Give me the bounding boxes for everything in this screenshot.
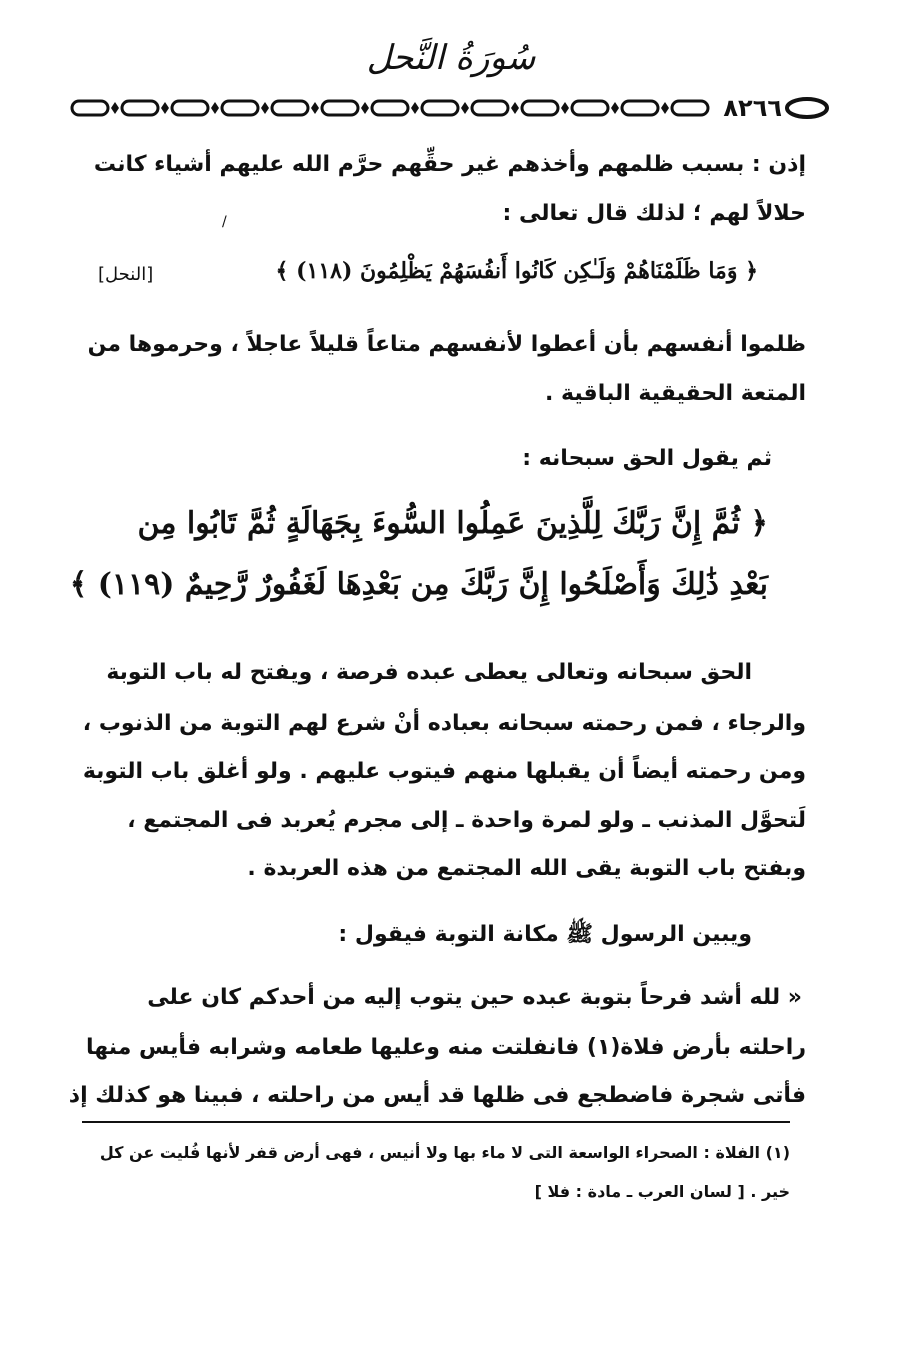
- chain-diamond: [611, 102, 619, 114]
- quran-verse-118: ﴿ وَمَا ظَلَمْنَاهُمْ وَلَـٰكِن كَانُوا أَنفُسَهُمْ يَظْلِمُونَ (١١٨) ﴾: [275, 258, 758, 284]
- ornament-end-knot-icon: [784, 96, 830, 120]
- chain-diamond: [311, 102, 319, 114]
- chain-link: [122, 101, 158, 115]
- chain-link: [72, 101, 108, 115]
- hadith-line: « لله أشد فرحاً بتوبة عبده حين يتوب إليه من أحدكم كان على: [147, 985, 802, 1010]
- chain-diamond: [161, 102, 169, 114]
- surah-title: سُورَةُ النَّحل: [366, 38, 536, 78]
- paragraph-line: إذن : بسبب ظلمهم وأخذهم غير حقِّهم حرَّم الله عليهم أشياء كانت: [93, 152, 806, 177]
- chain-diamond: [511, 102, 519, 114]
- chain-link: [222, 101, 258, 115]
- chain-link: [572, 101, 608, 115]
- quran-verse-119-line: ﴿ ثُمَّ إِنَّ رَبَّكَ لِلَّذِينَ عَمِلُوا السُّوءَ بِجَهَالَةٍ ثُمَّ تَابُوا مِن: [137, 506, 768, 541]
- hadith-line: راحلته بأرض فلاة(١) فانفلتت منه وعليها طعامه وشرابه فأيس منها: [85, 1035, 806, 1060]
- paragraph-line: ومن رحمته أيضاً أن يقبلها منهم فيتوب عليهم . ولو أغلق باب التوبة: [82, 759, 806, 784]
- chain-link: [272, 101, 308, 115]
- chain-diamond: [411, 102, 419, 114]
- page-header-ornament: [68, 92, 830, 124]
- chain-link: [172, 101, 208, 115]
- chain-diamond: [361, 102, 369, 114]
- page-number: ٨٢٦٦: [723, 94, 782, 122]
- paragraph-line: ظلموا أنفسهم بأن أعطوا لأنفسهم متاعاً قليلاً عاجلاً ، وحرموها من: [87, 332, 806, 357]
- chain-link: [322, 101, 358, 115]
- footnote-divider: [82, 1121, 790, 1123]
- chain-link: [472, 101, 508, 115]
- paragraph-line: والرجاء ، فمن رحمته سبحانه بعباده أنْ شرع لهم التوبة من الذنوب ،: [82, 711, 806, 736]
- chain-link: [372, 101, 408, 115]
- stray-mark: /: [222, 214, 227, 230]
- hadith-line: فأتى شجرة فاضطجع فى ظلها قد أيس من راحلته ، فبينا هو كذلك إذ: [68, 1083, 806, 1108]
- chain-link: [522, 101, 558, 115]
- paragraph-line: ثم يقول الحق سبحانه :: [522, 446, 772, 471]
- chain-diamond: [461, 102, 469, 114]
- paragraph-line: حلالاً لهم ؛ لذلك قال تعالى :: [502, 201, 806, 226]
- chain-diamond: [211, 102, 219, 114]
- paragraph-line: المتعة الحقيقية الباقية .: [544, 381, 806, 406]
- chain-link: [672, 101, 708, 115]
- chain-link: [422, 101, 458, 115]
- verse-reference: [النحل]: [98, 264, 154, 285]
- paragraph-line: ويبين الرسول ﷺ مكانة التوبة فيقول :: [338, 922, 752, 947]
- paragraph-line: وبفتح باب التوبة يقى الله المجتمع من هذه العربدة .: [247, 856, 806, 881]
- chain-diamond: [261, 102, 269, 114]
- footnote-line: (١) الفلاة : الصحراء الواسعة التى لا ماء بها ولا أنيس ، فهى أرض قفر لأنها فُليت عن كل: [99, 1143, 790, 1162]
- chain-link: [622, 101, 658, 115]
- paragraph-line: الحق سبحانه وتعالى يعطى عبده فرصة ، ويفتح له باب التوبة: [106, 660, 752, 685]
- footnote-line: خير . [ لسان العرب ـ مادة : فلا ]: [534, 1182, 790, 1201]
- paragraph-line: لَتحوَّل المذنب ـ ولو لمرة واحدة ـ إلى مجرم يُعربد فى المجتمع ،: [127, 808, 806, 833]
- chain-diamond: [561, 102, 569, 114]
- quran-verse-119-line: بَعْدِ ذَٰلِكَ وَأَصْلَحُوا إِنَّ رَبَّكَ مِن بَعْدِهَا لَغَفُورٌ رَّحِيمٌ (١١٩) ﴾: [69, 567, 768, 602]
- chain-diamond: [111, 102, 119, 114]
- ornamental-chain-icon: [68, 92, 718, 124]
- chain-diamond: [661, 102, 669, 114]
